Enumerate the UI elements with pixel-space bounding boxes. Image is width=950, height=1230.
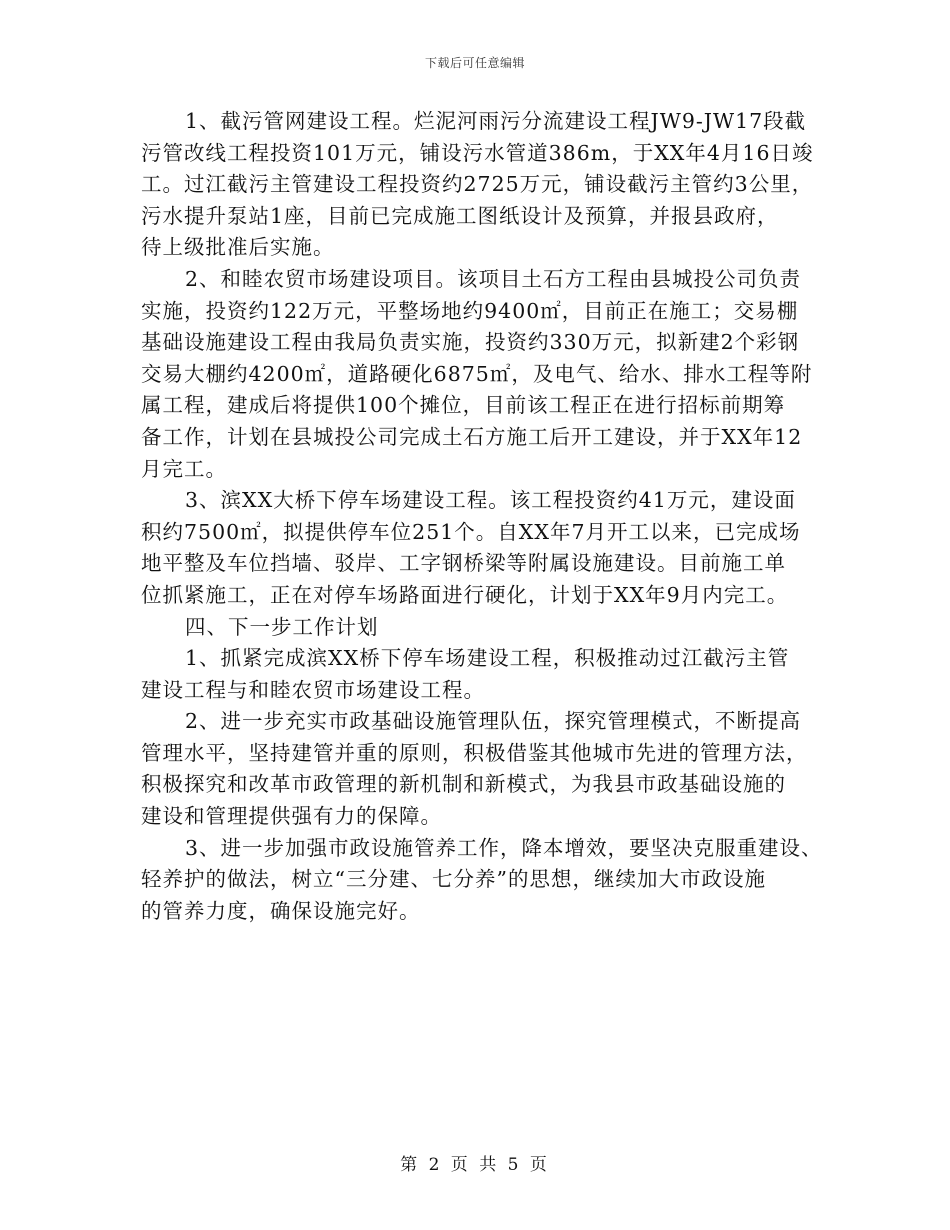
text-line: 属工程，建成后将提供100个摊位，目前该工程正在进行招标前期筹 <box>141 393 786 418</box>
text-line: 工。过江截污主管建设工程投资约2725万元，铺设截污主管约3公里， <box>141 172 814 197</box>
text-line: 污水提升泵站1座，目前已完成施工图纸设计及预算，并报县政府， <box>141 203 779 228</box>
text-line: 轻养护的做法，树立“三分建、七分养”的思想，继续加大市政设施 <box>141 867 766 892</box>
text-line: 月完工。 <box>141 456 227 481</box>
text-line: 位抓紧施工，正在对停车场路面进行硬化，计划于XX年9月内完工。 <box>141 582 789 607</box>
text-line: 积约7500㎡，拟提供停车位251个。自XX年7月开工以来，已完成场 <box>141 519 801 544</box>
text-line: 污管改线工程投资101万元，铺设污水管道386m，于XX年4月16日竣 <box>141 140 814 165</box>
text-line: 建设和管理提供强有力的保障。 <box>141 804 442 829</box>
page-header: 下载后可任意编辑 <box>424 56 525 70</box>
text-line: 建设工程与和睦农贸市场建设工程。 <box>141 677 485 702</box>
page-footer: 第 2 页 共 5 页 <box>400 1155 550 1175</box>
document-body <box>141 106 831 927</box>
text-line: 2、和睦农贸市场建设项目。该项目土石方工程由县城投公司负责 <box>185 266 802 291</box>
text-line: 积极探究和改革市政管理的新机制和新模式，为我县市政基础设施的 <box>141 772 786 797</box>
text-line: 基础设施建设工程由我局负责实施，投资约330万元，拟新建2个彩钢 <box>141 330 800 355</box>
text-line: 交易大棚约4200㎡，道路硬化6875㎡，及电气、给水、排水工程等附 <box>141 361 813 386</box>
text-line: 1、抓紧完成滨XX桥下停车场建设工程，积极推动过江截污主管 <box>185 646 790 671</box>
text-line: 3、滨XX大桥下停车场建设工程。该工程投资约41万元，建设面 <box>185 488 796 513</box>
text-line: 四、下一步工作计划 <box>185 614 379 639</box>
text-line: 实施，投资约122万元，平整场地约9400㎡，目前正在施工；交易棚 <box>141 298 799 323</box>
text-line: 1、截污管网建设工程。烂泥河雨污分流建设工程JW9-JW17段截 <box>185 109 807 133</box>
text-line: 备工作，计划在县城投公司完成土石方施工后开工建设，并于XX年12 <box>141 424 803 449</box>
text-line: 管理水平，坚持建管并重的原则，积极借鉴其他城市先进的管理方法， <box>141 740 808 765</box>
text-line: 的管养力度，确保设施完好。 <box>141 898 421 923</box>
text-line: 地平整及车位挡墙、驳岸、工字钢桥梁等附属设施建设。目前施工单 <box>141 551 786 576</box>
text-line: 2、进一步充实市政基础设施管理队伍，探究管理模式，不断提高 <box>185 709 802 734</box>
text-line: 待上级批准后实施。 <box>141 235 335 260</box>
text-line: 3、进一步加强市政设施管养工作，降本增效，要坚决克服重建设、 <box>185 835 823 860</box>
